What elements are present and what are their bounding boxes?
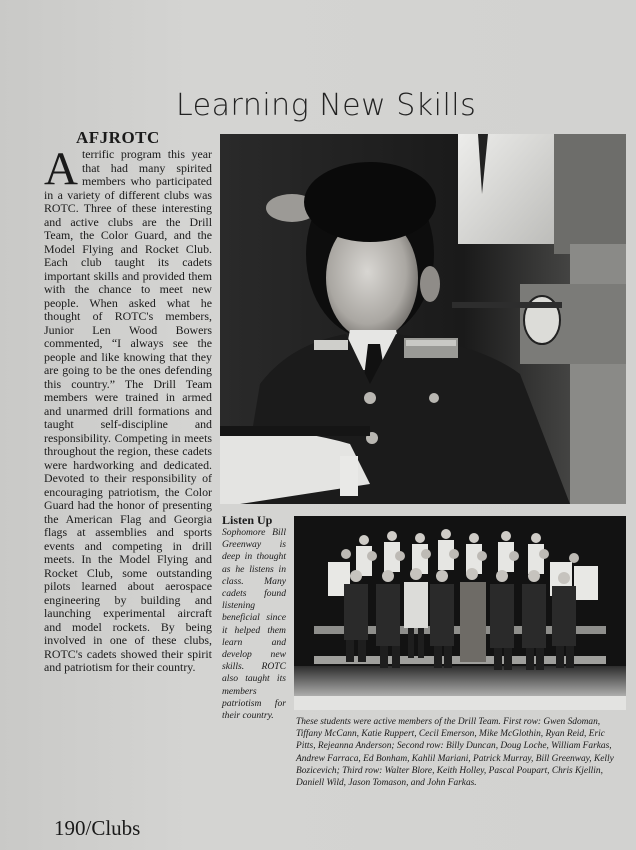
listen-up-caption: Sophomore Bill Greenway is deep in thought as he listens in class. Many cadets found listening beneficial since it helped them learn and develop new skills. ROTC also taught its members patriotism for their country. (222, 527, 286, 722)
drill-team-photo (294, 516, 626, 710)
drop-cap: A (44, 143, 78, 195)
page-title: Learning New Skills (176, 88, 477, 123)
page-folio: 190/Clubs (54, 816, 141, 840)
drill-team-caption: These students were active members of the Drill Team. First row: Gwen Sdoman, Tiffany McCann, Katie Ruppert, Cecil Emerson, Mike McGlothin, Ryan Reid, Eric Pitts, Rejeanna Anderson; Second row: Billy Duncan, Doug Loche, William Farkas, Andrew Farraca, Ed Bonham, Kahlil Mariani, Patrick Murray, Bill Greenway, Kelly Bozicevich; Third row: Walter Blore, Keith Holley, Pascal Poupart, Chris Kjellin, Daniell Wild, Jason Tomason, and John Farkas. (296, 717, 614, 789)
story-body (44, 143, 212, 675)
story-text: terrific program this year that had many spirited members who participated in a variety of different clubs was ROTC. Three of these interesting and active clubs are the Drill Team, the Color Guard, and the Model Flying and Rocket Club. Each club taught its cadets important skills and provided them with the chance to meet new people. When asked what he thought of ROTC's members, Junior Len Wood Bowers commented, “I always see the people and like knowing that they are going to be the ones defending this country.” The Drill Team members were trained in armed and unarmed drill formations and taught self-discipline and responsibility. Competing in meets throughout the region, these cadets were hardworking and dedicated. Devoted to their responsibility of encouraging patriotism, the Color Guard had the honor of presenting the American Flag and Georgia flags at assemblies and sports events and competing in drill meets. In the Model Flying and Rocket Club, some outstanding pilots learned about aerospace engineering by building and launching experimental aircraft and model rockets. By being involved in one of these clubs, ROTC's cadets showed their spirit and patriotism for their country. (44, 147, 212, 674)
story-heading: AFJROTC (76, 128, 160, 147)
listen-up-caption-heading: Listen Up (222, 513, 273, 527)
cadet-photo (220, 134, 626, 504)
